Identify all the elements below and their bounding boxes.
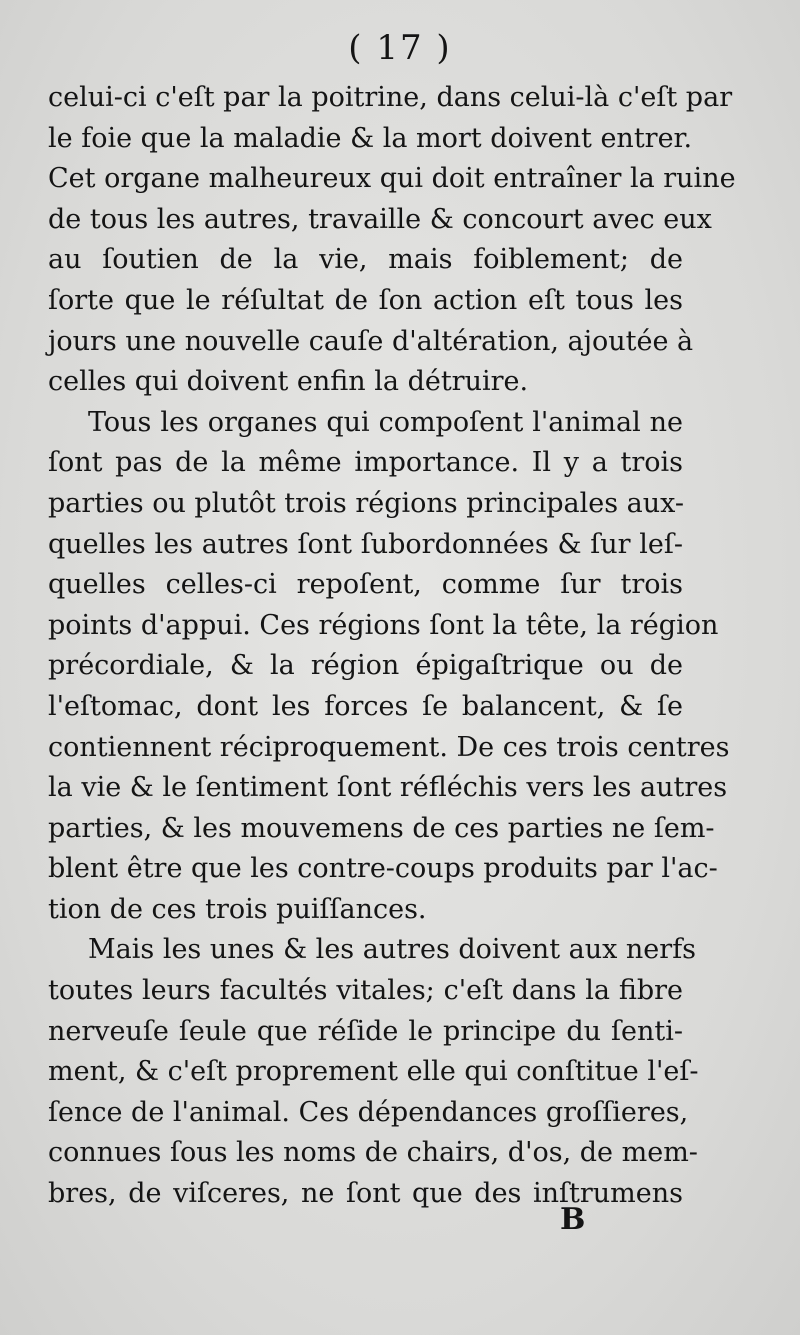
text-line: ment, & c'eſt proprement elle qui conſtitue l'eſ-: [48, 1056, 699, 1088]
text-line: bres, de viſceres, ne ſont que des inſtrumens: [48, 1178, 683, 1210]
text-line: quelles les autres ſont ſubordonnées & ſur leſ-: [48, 528, 683, 560]
text-line: celles qui doivent enfin la détruire.: [48, 366, 529, 398]
text-line: nerveuſe ſeule que réſide le principe du ſenti-: [48, 1015, 683, 1047]
text-line: quelles celles-ci repoſent, comme ſur trois: [48, 569, 683, 601]
text-line: celui-ci c'eſt par la poitrine, dans celui-là c'eſt par: [48, 82, 733, 113]
text-line: blent être que les contre-coups produits par l'ac-: [48, 853, 718, 885]
text-line: jours une nouvelle cauſe d'altération, ajoutée à: [48, 325, 694, 357]
text-line: le foie que la maladie & la mort doivent entrer.: [48, 122, 693, 154]
text-line: connues ſous les noms de chairs, d'os, de mem-: [48, 1137, 698, 1169]
text-line: tion de ces trois puiſſances.: [48, 893, 427, 925]
text-line: l'eſtomac, dont les forces ſe balancent, & ſe: [48, 690, 683, 722]
signature-mark: B: [560, 1202, 586, 1237]
text-line: parties, & les mouvemens de ces parties ne ſem-: [48, 812, 715, 844]
text-line: Cet organe malheureux qui doit entraîner la ruine: [48, 163, 736, 195]
text-line: ſence de l'animal. Ces dépendances groſſieres,: [48, 1096, 689, 1128]
text-line: points d'appui. Ces régions ſont la tête, la région: [48, 609, 719, 641]
text-line: toutes leurs facultés vitales; c'eſt dans la fibre: [48, 975, 683, 1007]
text-line: de tous les autres, travaille & concourt avec eux: [48, 203, 712, 235]
text-line: Tous les organes qui compoſent l'animal ne: [88, 406, 683, 438]
text-line: Mais les unes & les autres doivent aux nerfs: [88, 934, 697, 966]
text-line: au ſoutien de la vie, mais foiblement; de: [48, 244, 683, 276]
text-line: contiennent réciproquement. De ces trois centres: [48, 731, 730, 763]
text-line: précordiale, & la région épigaſtrique ou de: [48, 650, 683, 682]
text-line: parties ou plutôt trois régions principales aux-: [48, 487, 685, 519]
text-line: la vie & le ſentiment ſont réfléchis vers les autres: [48, 772, 728, 804]
text-line: ſont pas de la même importance. Il y a trois: [48, 447, 683, 479]
page-number: ( 17 ): [348, 28, 452, 68]
text-line: ſorte que le réſultat de ſon action eſt tous les: [48, 284, 683, 316]
body-text: [48, 78, 736, 1215]
